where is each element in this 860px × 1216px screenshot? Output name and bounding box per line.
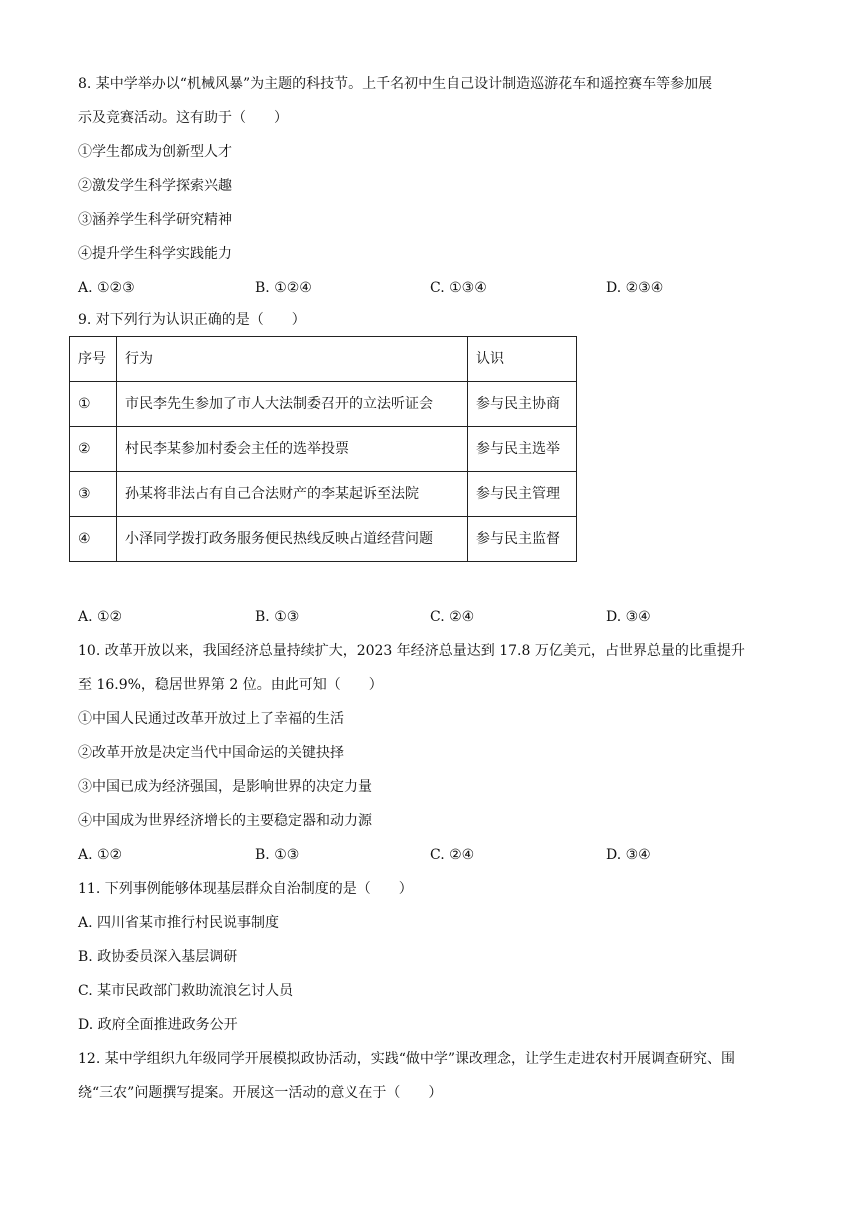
row-index: ②: [70, 427, 117, 472]
q10-option-c: C. ②④: [430, 847, 475, 863]
q10-item-2: ②改革开放是决定当代中国命运的关键抉择: [78, 745, 344, 761]
q9-option-c: C. ②④: [430, 609, 475, 625]
row-behavior: 市民李先生参加了市人大法制委召开的立法听证会: [117, 382, 468, 427]
header-understanding: 认识: [468, 337, 577, 382]
table-row: [70, 382, 577, 427]
q9-option-b: B. ①③: [255, 609, 300, 625]
q10-option-d: D. ③④: [606, 847, 651, 863]
q10-option-b: B. ①③: [255, 847, 300, 863]
q12-stem-line1: 12. 某中学组织九年级同学开展模拟政协活动，实践“做中学”课改理念，让学生走进农村开展调查研究、围: [78, 1051, 736, 1067]
row-behavior: 村民李某参加村委会主任的选举投票: [117, 427, 468, 472]
q10-stem-line2: 至 16.9%，稳居世界第 2 位。由此可知（ ）: [78, 677, 383, 693]
row-understanding: 参与民主选举: [468, 427, 577, 472]
q11-option-a: A. 四川省某市推行村民说事制度: [78, 915, 280, 931]
row-understanding: 参与民主协商: [468, 382, 577, 427]
row-index: ③: [70, 472, 117, 517]
row-index: ①: [70, 382, 117, 427]
table-row: [70, 427, 577, 472]
q8-item-4: ④提升学生科学实践能力: [78, 246, 232, 262]
q11-option-c: C. 某市民政部门救助流浪乞讨人员: [78, 983, 294, 999]
q8-stem-line1: 8. 某中学举办以“机械风暴”为主题的科技节。上千名初中生自己设计制造巡游花车和遥控赛车等参加展: [78, 76, 713, 92]
q8-option-b: B. ①②④: [255, 280, 312, 296]
row-behavior: 孙某将非法占有自己合法财产的李某起诉至法院: [117, 472, 468, 517]
row-behavior: 小泽同学拨打政务服务便民热线反映占道经营问题: [117, 517, 468, 562]
table-row: [70, 472, 577, 517]
q10-item-4: ④中国成为世界经济增长的主要稳定器和动力源: [78, 813, 372, 829]
q9-stem: 9. 对下列行为认识正确的是（ ）: [78, 312, 306, 328]
q11-stem: 11. 下列事例能够体现基层群众自治制度的是（ ）: [78, 881, 413, 897]
q10-stem-line1: 10. 改革开放以来，我国经济总量持续扩大，2023 年经济总量达到 17.8 万亿美元，占世界总量的比重提升: [78, 643, 745, 659]
header-behavior: 行为: [117, 337, 468, 382]
q8-option-a: A. ①②③: [78, 280, 135, 296]
q9-table: [69, 336, 577, 562]
table-row: [70, 517, 577, 562]
table-header-row: [70, 337, 577, 382]
row-understanding: 参与民主监督: [468, 517, 577, 562]
row-understanding: 参与民主管理: [468, 472, 577, 517]
q8-stem-line2: 示及竞赛活动。这有助于（ ）: [78, 110, 288, 126]
q10-option-a: A. ①②: [78, 847, 123, 863]
q8-item-2: ②激发学生科学探索兴趣: [78, 178, 232, 194]
q11-option-d: D. 政府全面推进政务公开: [78, 1017, 238, 1033]
q8-option-c: C. ①③④: [430, 280, 487, 296]
row-index: ④: [70, 517, 117, 562]
q10-item-1: ①中国人民通过改革开放过上了幸福的生活: [78, 711, 344, 727]
q9-option-a: A. ①②: [78, 609, 123, 625]
q12-stem-line2: 绕“三农”问题撰写提案。开展这一活动的意义在于（ ）: [78, 1085, 443, 1101]
q8-option-d: D. ②③④: [606, 280, 664, 296]
q8-item-3: ③涵养学生科学研究精神: [78, 212, 232, 228]
header-index: 序号: [70, 337, 117, 382]
q9-option-d: D. ③④: [606, 609, 651, 625]
q8-item-1: ①学生都成为创新型人才: [78, 144, 232, 160]
q10-item-3: ③中国已成为经济强国，是影响世界的决定力量: [78, 779, 372, 795]
q11-option-b: B. 政协委员深入基层调研: [78, 949, 238, 965]
